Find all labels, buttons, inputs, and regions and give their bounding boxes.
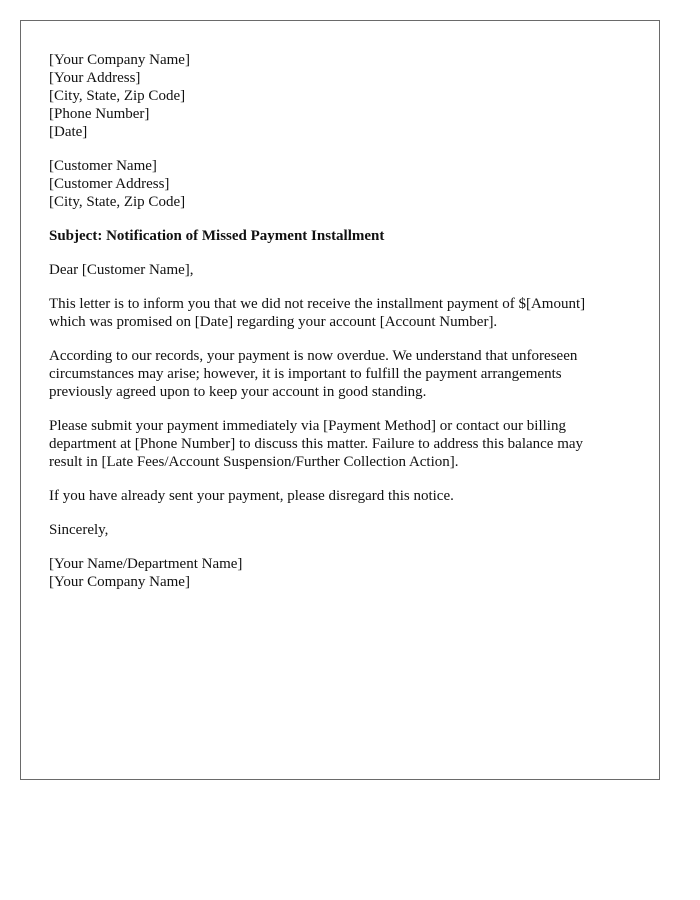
paragraph-3 bbox=[49, 417, 639, 471]
signature-company-name: [Your Company Name] bbox=[49, 574, 190, 590]
recipient-address-block bbox=[49, 157, 639, 211]
letter-subject: Subject: Notification of Missed Payment Installment bbox=[49, 228, 385, 244]
paragraph-3-line-3: result in [Late Fees/Account Suspension/Further Collection Action]. bbox=[49, 454, 459, 470]
sender-city-state-zip: [City, State, Zip Code] bbox=[49, 88, 186, 104]
signature-name-department: [Your Name/Department Name] bbox=[49, 556, 243, 572]
sender-phone-number: [Phone Number] bbox=[49, 106, 150, 122]
paragraph-1-line-2: which was promised on [Date] regarding your account [Account Number]. bbox=[49, 314, 498, 330]
paragraph-2-line-2: circumstances may arise; however, it is important to fulfill the payment arrangements bbox=[49, 366, 562, 382]
letter-salutation: Dear [Customer Name], bbox=[49, 262, 194, 278]
paragraph-2 bbox=[49, 347, 639, 401]
recipient-address: [Customer Address] bbox=[49, 176, 170, 192]
letter-body bbox=[49, 51, 639, 591]
paragraph-1-line-1: This letter is to inform you that we did not receive the installment payment of $[Amount] bbox=[49, 296, 586, 312]
paragraph-3-line-2: department at [Phone Number] to discuss this matter. Failure to address this balance may bbox=[49, 436, 584, 452]
letter-closing: Sincerely, bbox=[49, 522, 109, 538]
letter-page bbox=[20, 20, 660, 780]
sender-address-block bbox=[49, 51, 639, 141]
sender-address: [Your Address] bbox=[49, 70, 141, 86]
paragraph-2-line-3: previously agreed upon to keep your account in good standing. bbox=[49, 384, 427, 400]
paragraph-3-line-1: Please submit your payment immediately via [Payment Method] or contact our billing bbox=[49, 418, 566, 434]
paragraph-2-line-1: According to our records, your payment is now overdue. We understand that unforeseen bbox=[49, 348, 578, 364]
signature-block bbox=[49, 555, 639, 591]
recipient-name: [Customer Name] bbox=[49, 158, 157, 174]
paragraph-1 bbox=[49, 295, 639, 331]
letter-date: [Date] bbox=[49, 124, 88, 140]
recipient-city-state-zip: [City, State, Zip Code] bbox=[49, 194, 186, 210]
sender-company-name: [Your Company Name] bbox=[49, 52, 190, 68]
paragraph-4: If you have already sent your payment, please disregard this notice. bbox=[49, 488, 454, 504]
